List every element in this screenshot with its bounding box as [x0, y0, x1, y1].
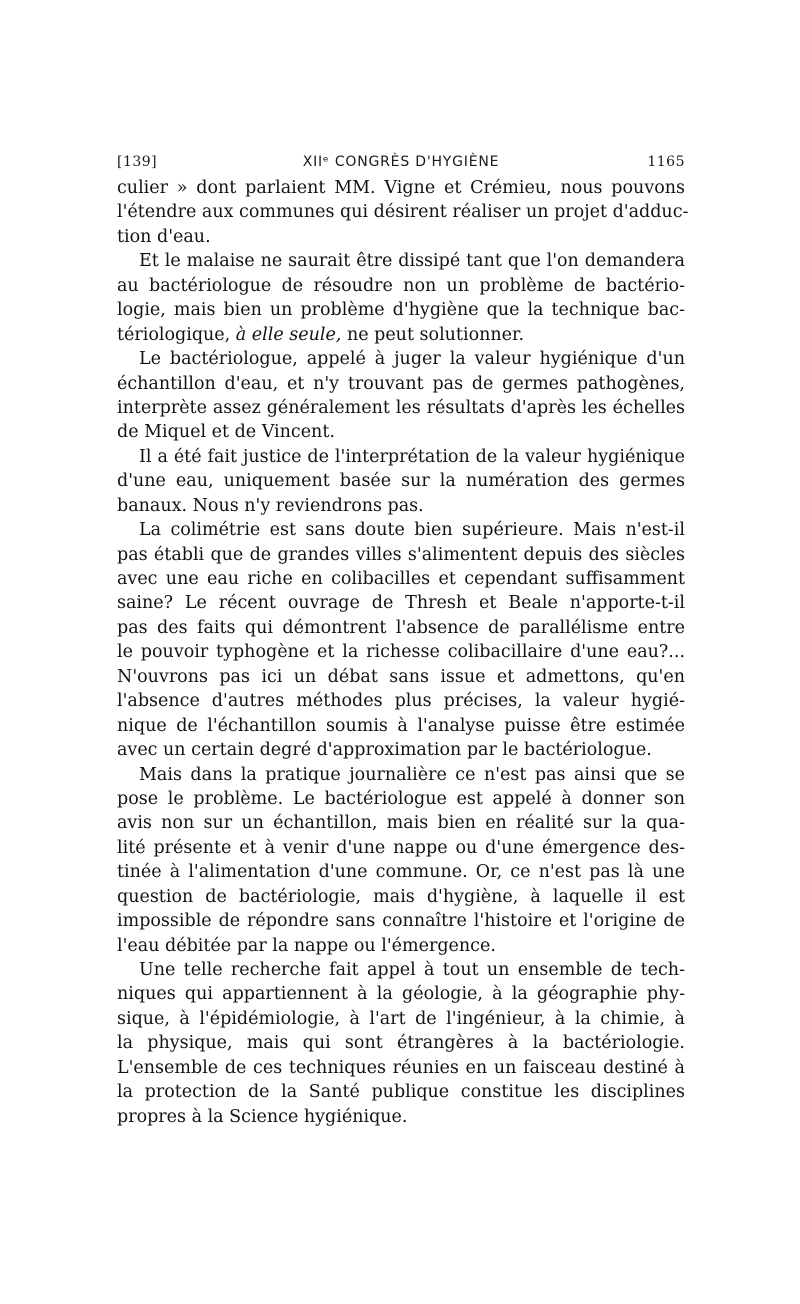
text-line: nique de l'échantillon soumis à l'analyse puisse être estimée: [117, 715, 685, 736]
text-line: L'ensemble de ces techniques réunies en un faisceau destiné à: [117, 1057, 685, 1078]
text-line: sique, à l'épidémiologie, à l'art de l'ingénieur, à la chimie, à: [117, 1008, 685, 1029]
text-line: La colimétrie est sans doute bien supérieure. Mais n'est-il: [139, 520, 685, 541]
text-segment: tériologique,: [117, 324, 236, 345]
text-line: tion d'eau.: [117, 226, 211, 247]
text-line: l'absence d'autres méthodes plus précises, la valeur hygié-: [117, 691, 685, 712]
page-ref-number: [139]: [117, 154, 158, 170]
text-line: de Miquel et de Vincent.: [117, 422, 335, 443]
text-segment: ne peut solutionner.: [341, 324, 525, 345]
text-line: Une telle recherche fait appel à tout un ensemble de tech-: [139, 960, 685, 980]
running-head: [117, 150, 685, 176]
text-line: pas établi que de grandes villes s'alimentent depuis des siècles: [117, 544, 685, 565]
italic-phrase: à elle seule,: [235, 324, 342, 345]
text-line: niques qui appartiennent à la géologie, à la géographie phy-: [117, 984, 685, 1005]
running-title: XIIᵉ CONGRÈS D'HYGIÈNE: [302, 154, 500, 170]
text-line: propres à la Science hygiénique.: [117, 1106, 408, 1127]
text-line: Et le malaise ne saurait être dissipé tant que l'on demandera: [139, 251, 685, 272]
text-line: lité présente et à venir d'une nappe ou d'une émergence des-: [117, 837, 685, 858]
text-line: impossible de répondre sans connaître l'histoire et l'origine de: [117, 911, 685, 932]
text-line: pas des faits qui démontrent l'absence de parallélisme entre: [117, 617, 685, 638]
text-line: la physique, mais qui sont étrangères à la bactériologie.: [117, 1033, 685, 1054]
text-line: Le bactériologue, appelé à juger la valeur hygiénique d'un: [139, 349, 685, 370]
text-line: interprète assez généralement les résultats d'après les échelles: [117, 397, 685, 418]
text-line: culier » dont parlaient MM. Vigne et Crémieu, nous pouvons: [117, 178, 685, 198]
text-line: la protection de la Santé publique constitue les disciplines: [117, 1082, 685, 1103]
text-line: Mais dans la pratique journalière ce n'est pas ainsi que se: [139, 764, 685, 785]
text-line: l'eau débitée par la nappe ou l'émergence.: [117, 935, 496, 956]
text-line: au bactériologue de résoudre non un problème de bactério-: [117, 275, 685, 296]
text-line: échantillon d'eau, et n'y trouvant pas de germes pathogènes,: [117, 373, 685, 394]
text-line: avis non sur un échantillon, mais bien en réalité sur la qua-: [117, 813, 685, 834]
text-line: logie, mais bien un problème d'hygiène que la technique bac-: [117, 300, 685, 321]
text-line: d'une eau, uniquement basée sur la numération des germes: [117, 471, 685, 492]
text-line: avec une eau riche en colibacilles et cependant suffisamment: [117, 569, 685, 589]
text-line: tinée à l'alimentation d'une commune. Or, ce n'est pas là une: [117, 862, 685, 883]
text-line: l'étendre aux communes qui désirent réaliser un projet d'adduc-: [117, 202, 689, 223]
text-line: banaux. Nous n'y reviendrons pas.: [117, 495, 424, 516]
text-line: avec un certain degré d'approximation par le bactériologue.: [117, 740, 652, 761]
text-line: pose le problème. Le bactériologue est appelé à donner son: [117, 788, 685, 809]
text-line: N'ouvrons pas ici un débat sans issue et admettons, qu'en: [117, 666, 685, 687]
page-number: 1165: [647, 154, 685, 170]
text-line: question de bactériologie, mais d'hygiène, à laquelle il est: [117, 886, 685, 907]
body-text: [117, 176, 689, 1129]
text-line: saine? Le récent ouvrage de Thresh et Beale n'apporte-t-il: [117, 593, 685, 614]
text-line: le pouvoir typhogène et la richesse colibacillaire d'une eau?...: [117, 642, 685, 663]
text-line: [117, 323, 685, 347]
text-line: Il a été fait justice de l'interprétation de la valeur hygiénique: [139, 446, 685, 467]
